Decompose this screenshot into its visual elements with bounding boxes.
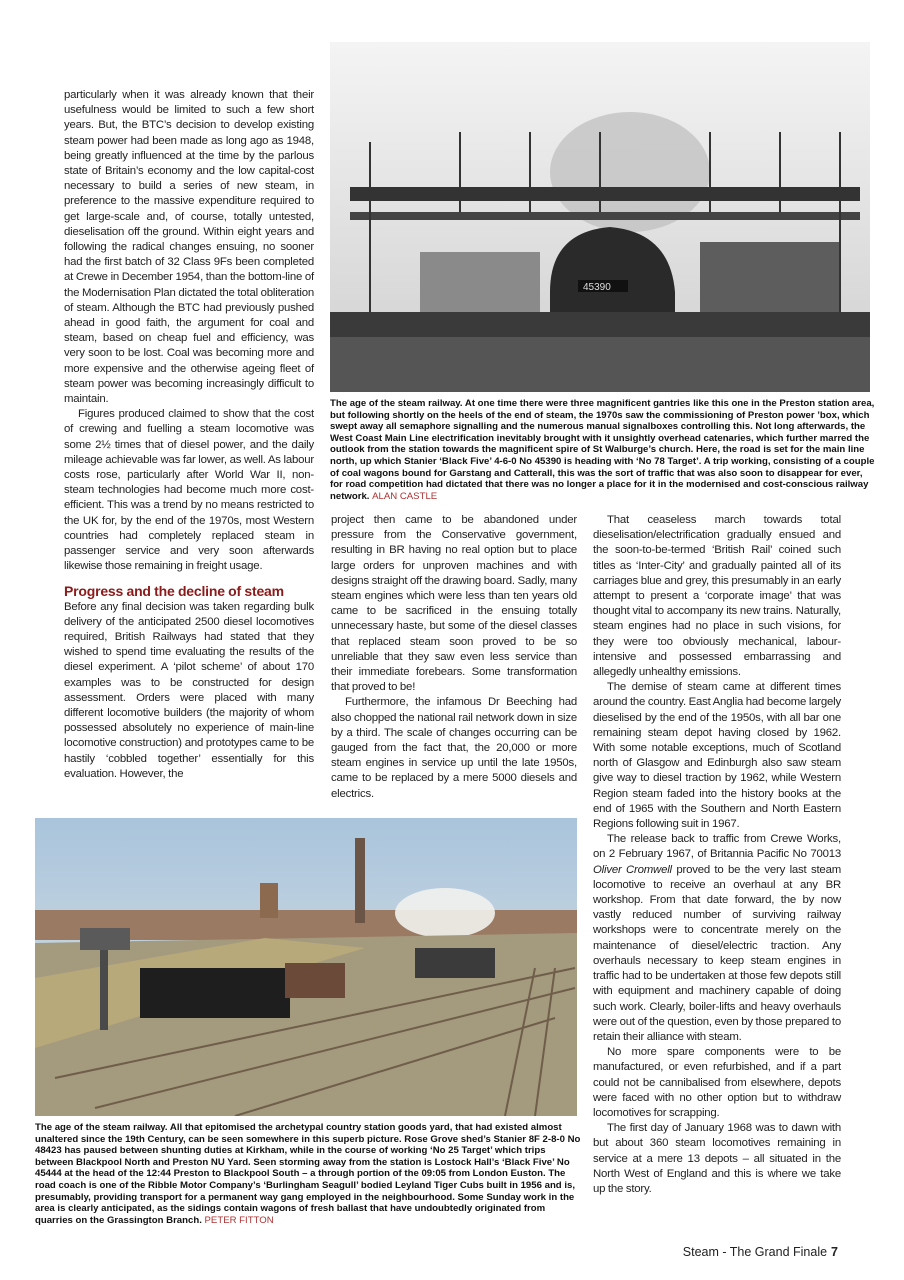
photo-caption [330,398,875,502]
locomotive-name: Oliver Cromwell [593,863,672,876]
body-paragraph: The first day of January 1968 was to dawn with but about 360 steam locomotives remaining in service at a mere 13 depots – all situated in the North West of England and this is where we take up the story. [593,1122,841,1195]
locomotive-number: 45390 [583,282,611,293]
page-footer [683,1245,838,1259]
photo-caption [35,1122,585,1226]
publication-title: Steam - The Grand Finale [682,1245,828,1259]
body-paragraph [593,832,841,1045]
body-paragraph: particularly when it was already known that their usefulness would be limited to such a few short years. But, the BTC’s decision to develop existing steam power had been made as long ago as 1948, being greatly influenced at the time by the parlous state of Britain’s economy and the low capital-cost necessary to build a series of new steam, in preference to the massive expenditure required to get large-scale and, of course, totally untested, dieselisation off the ground. Within eight years and following the radical changes ensuing, no sooner had the first batch of 32 Class 9Fs been completed at Crewe in December 1954, than the bottom-line of the Modernisation Plan dictated the total obliteration of steam. Although the BTC had previously pushed ahead in good faith, the argument for coal and steam, based on cheap fuel and efficiency, was very soon to be lost. Coal was becoming more and more expensive and the otherwise ageing fleet of steam power was becoming increasingly difficult to maintain. [64,89,314,406]
caption-text: The age of the steam railway. All that epitomised the archetypal country station goods yard, that had existed almost unaltered since the 19th Century, can be seen somewhere in this superb picture. Rose Grove shed’s Stanier 8F 2-8-0 No 48423 has paused between shunting duties at Kirkham, while in the course of working ‘No 25 Target’ which trips between Blackpool North and Preston NU Yard. Seen storming away from the station is Lostock Hall’s ‘Black Five’ No 45444 at the head of the 12:44 Preston to Blackpool South – a through portion of the 09:05 from London Euston. The road coach is one of the Ribble Motor Company’s ‘Burlingham Seagull’ bodied Leyland Tiger Cubs built in 1956 and is, presumably, providing transport for a permanent way gang employed in the neighbourhood. Some Sunday work in the area is clearly anticipated, as the sidings contain wagons of fresh ballast that have undoubtedly originated from quarries on the Grassington Branch. [35,1122,581,1226]
photo-credit: ALAN CASTLE [372,490,438,502]
text-run: proved to be the very last steam locomotive to receive an overhaul at any BR workshop. From that date forward, the by now vastly reduced number of surviving railway workshops were to concentrate merely on the maintenance of diesel/electric traction. Any overhauls necessary to keep steam engines in traffic had to be undertaken at those few depots still with equipment and machinery capable of doing such work. Clearly, boiler-lifts and heavy overhauls were out of the question, even by those prepared to retain their alliance with steam. [593,863,841,1043]
text-run: The release back to traffic from Crewe Works, on 2 February 1967, of Britannia Pacific No 70013 [593,833,841,861]
photo-kirkham-goods-yard [35,818,577,1116]
article-column-3 [593,513,841,1197]
body-paragraph: No more spare components were to be manufactured, or even refurbished, and if a part could not be cannibalised from elsewhere, depots were faced with no other option but to withdraw locomotives for scrapping. [593,1046,841,1119]
section-heading: Progress and the decline of steam [64,582,284,599]
body-paragraph: project then came to be abandoned under pressure from the Conservative government, resulting in BR having no real option but to place large orders for unproven machines and with designs straight off the drawing board. Sadly, many steam engines which were less than ten years old came to be sacrificed in the ensuing totally unnecessary haste, but some of the diesel classes that replaced steam soon proved to be so unreliable that they saw even less service than their immediate forebears. Some transformation that proved to be! [331,514,577,694]
body-paragraph: Figures produced claimed to show that the cost of crewing and fuelling a steam locomotive was some 2½ times that of diesel power, and the daily mileage achievable was far lower, as well. As labour costs rose, particularly after World War II, non-steam technologies had become much more cost-efficient. This was a trend by no means restricted to the UK for, by the end of the 1970s, most Western countries had completely replaced steam in passenger service and very soon afterwards likewise those remaining in freight usage. [64,408,314,573]
body-paragraph: Furthermore, the infamous Dr Beeching had also chopped the national rail network down in size by a third. The scale of changes occurring can be gauged from the fact that, the 20,000 or more steam engines in service up until the late 1950s, came to be replaced by a mere 5000 diesels and electrics. [331,696,577,800]
body-paragraph: Before any final decision was taken regarding bulk delivery of the anticipated 2500 diesel locomotives required, British Railways had stated that they wished to spend time evaluating the results of the diesel experiment. A ‘pilot scheme’ of about 170 examples was to be constructed for design assessment. Orders were placed with many different locomotive builders (the majority of whom possessed absolutely no experience of main-line locomotive construction) and prototypes came to be hastily ‘cobbled together’ essentially for this evaluation. However, the [64,600,314,780]
page-number: 7 [831,1245,838,1259]
caption-text: The age of the steam railway. At one time there were three magnificent gantries like this one in the Preston station area, but following shortly on the heels of the end of steam, the 1970s saw the commissioning of Preston power ’box, which swept away all semaphore signalling and the numerous manual signalboxes controlling this. Not long afterwards, the West Coast Main Line electrification inevitably brought with it unsightly overhead catenaries, which further marred the outlook from the station towards the magnificent spire of St Walburge’s church. Here, the road is set for the main line north, up which Stanier ‘Black Five’ 4-6-0 No 45390 is heading with ‘No 78 Target’. A trip working, consisting of a couple of coal wagons bound for Garstang and Catterall, this was the sort of traffic that was also soon to disappear for ever, for road competition had dictated that there was no longer a place for it in the modernised and cost-conscious railway network. [330,398,875,502]
article-column-2 [331,513,577,802]
body-paragraph: That ceaseless march towards total dieselisation/electrification gradually ensued and the soon-to-be-termed ‘British Rail’ coined such titles as ‘Inter-City’ and gradually painted all of its carriages blue and grey, this presumably in an early attempt to present a ‘corporate image’ that was thought vital to accompany its new trains. Naturally, steam engines had no place in such visions, for they were too obviously mechanical, labour-intensive and possessed embarrassing and allegedly unhealthy emissions. [593,514,841,679]
body-paragraph: The demise of steam came at different times around the country. East Anglia had become largely dieselised by the end of the 1950s, with all bar one remaining steam depot having closed by 1962. With some notable exceptions, much of Scotland north of Glasgow and Edinburgh also saw steam give way to diesel traction by 1962, while Western Region steam faded into the history books at the end of 1965 with the Southern and North Eastern Regions following suit in 1967. [593,681,841,831]
photo-credit: PETER FITTON [204,1214,274,1226]
article-column-1 [64,88,314,782]
photo-preston-signal-gantry [330,42,870,392]
